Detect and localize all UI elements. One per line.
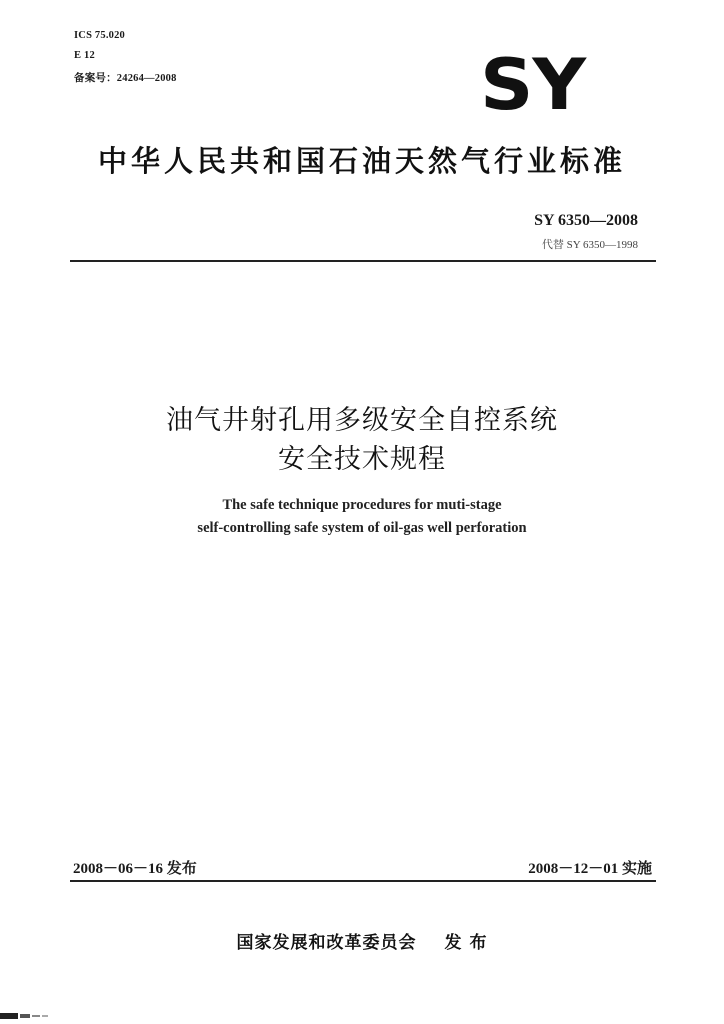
cn-title-line-2: 安全技术规程 [278,444,446,475]
en-title-line-2: self-controlling safe system of oil-gas well perforation [197,520,527,536]
replaces-standard: 代替 SY 6350—1998 [541,239,638,251]
implementation-date: 2008－12－01 实施 [528,861,652,877]
cn-title-line-1: 油气井射孔用多级安全自控系统 [166,405,558,436]
standard-type-heading: 中华人民共和国石油天然气行业标准 [97,144,626,178]
issuing-authority [0,928,724,953]
issue-date: 2008－06－16 发布 [73,861,197,877]
standard-number: SY 6350—2008 [534,212,638,229]
bottom-divider [70,880,656,882]
sy-logo: SY [480,44,586,126]
issue-word: 发 布 [444,933,488,953]
issuer-name: 国家发展和改革委员会 [236,933,417,953]
classification-code: E 12 [74,50,95,61]
top-divider [70,260,656,262]
ics-code: ICS 75.020 [74,30,126,41]
en-title-line-1: The safe technique procedures for muti-stage [222,497,502,513]
scan-artifact [0,1012,70,1020]
record-number: 备案号：24264—2008 [74,73,177,84]
